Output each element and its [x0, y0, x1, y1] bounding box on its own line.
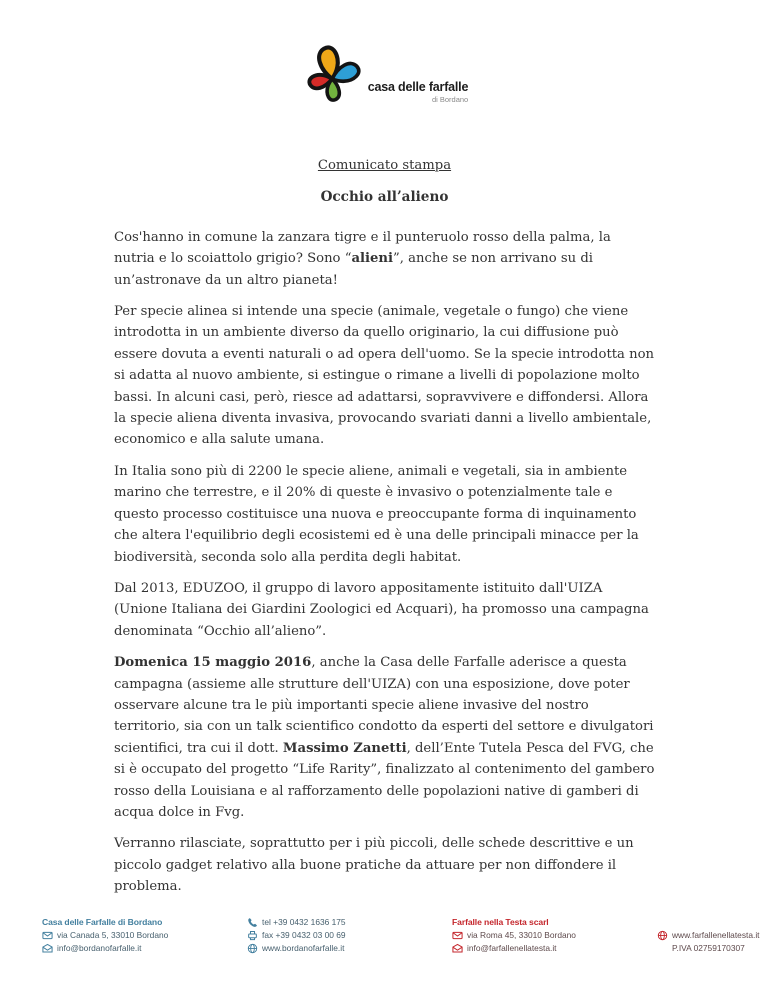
email-icon — [452, 943, 463, 954]
footer-contact-text: tel +39 0432 1636 175 — [262, 917, 346, 927]
footer-company-name: Farfalle nella Testa scarl — [452, 917, 549, 927]
footer-contact-line — [657, 929, 760, 942]
footer-contact-line — [247, 929, 452, 942]
paragraph: Domenica 15 maggio 2016, anche la Casa delle Farfalle aderisce a questa campagna (assieme alle strutture dell'UIZA) con una esposizione, dove poter osservare alcune tra le più importanti specie aliene invasive del nostro territorio, sia con un talk scientifico condotto da esperti del settore e divulgatori scientifici, tra cui il dott. Massimo Zanetti, dell’Ente Tutela Pesca del FVG, che si è occupato del progetto “Life Rarity”, finalizzato al contenimento del gambero rosso della Louisiana e al rafforzamento delle popolazioni native di gamberi di acqua dolce in Fvg. — [114, 655, 655, 820]
footer-contact-text: via Roma 45, 33010 Bordano — [467, 930, 576, 940]
envelope-icon — [42, 930, 53, 941]
document-body — [114, 155, 655, 908]
paragraph: In Italia sono più di 2200 le specie aliene, animali e vegetali, sia in ambiente marino che terrestre, e il 20% di queste è invasivo o potenzialmente tale e questo processo costituisce una nuova e preoccupante forma di inquinamento che altera l'equilibrio degli ecosistemi ed è una delle principali minacce per la biodiversità, seconda solo alla perdita degli habitat. — [114, 463, 639, 565]
footer-spacer — [657, 916, 760, 929]
footer-contact-text: via Canada 5, 33010 Bordano — [57, 930, 169, 940]
logo — [0, 40, 768, 110]
envelope-icon — [452, 930, 463, 941]
footer-column — [657, 916, 760, 955]
email-icon — [42, 943, 53, 954]
footer — [0, 916, 768, 955]
globe-icon — [657, 930, 668, 941]
footer-contact-line — [452, 929, 657, 942]
logo-name: casa delle farfalle — [367, 79, 469, 94]
footer-contact-text: fax +39 0432 03 00 69 — [262, 930, 346, 940]
footer-contact-line — [247, 942, 452, 955]
footer-column — [452, 916, 657, 955]
footer-contact-line — [42, 942, 247, 955]
footer-contact-text: P.IVA 02759170307 — [672, 943, 745, 953]
logo-text — [368, 81, 468, 110]
phone-icon — [247, 917, 258, 928]
butterfly-logo-icon — [300, 40, 362, 110]
footer-contact-text: info@farfallenellatesta.it — [467, 943, 557, 953]
footer-company-name: Casa delle Farfalle di Bordano — [42, 917, 163, 927]
paragraph: Dal 2013, EDUZOO, il gruppo di lavoro appositamente istituito dall'UIZA (Unione Italiana dei Giardini Zoologici ed Acquari), ha promosso una campagna denominata “Occhio all’alieno”. — [114, 580, 649, 639]
footer-column — [247, 916, 452, 955]
logo-subtitle: di Bordano — [431, 95, 469, 104]
footer-contact-line — [657, 942, 760, 955]
footer-contact-line — [452, 942, 657, 955]
footer-contact-text: www.farfallenellatesta.it — [672, 930, 760, 940]
footer-contact-line — [247, 916, 452, 929]
paragraph: Verranno rilasciate, soprattutto per i più piccoli, delle schede descrittive e un piccolo gadget relativo alla buone pratiche da attuare per non diffondere il problema. — [114, 836, 634, 895]
footer-contact-text: www.bordanofarfalle.it — [262, 943, 345, 953]
footer-contact-text: info@bordanofarfalle.it — [57, 943, 142, 953]
paragraph: Per specie alinea si intende una specie (animale, vegetale o fungo) che viene introdotta in un ambiente diverso da quello originario, la cui diffusione può essere dovuta a eventi naturali o ad opera dell'uomo. Se la specie introdotta non si adatta al nuovo ambiente, si estingue o rimane a livelli di popolazione molto bassi. In alcuni casi, però, riesce ad adattarsi, sopravvivere e diffondersi. Allora la specie aliena diventa invasiva, provocando svariati danni a livello ambientale, economico e alla salute umana. — [114, 304, 655, 448]
document-paragraphs — [114, 227, 655, 898]
paragraph: Cos'hanno in comune la zanzara tigre e il punteruolo rosso della palma, la nutria e lo scoiattolo grigio? Sono “alieni”, anche se non arrivano su di un’astronave da un altro pianeta! — [114, 229, 611, 288]
document-title: Occhio all’alieno — [320, 189, 449, 206]
document-kicker: Comunicato stampa — [317, 158, 452, 173]
footer-column — [42, 916, 247, 955]
footer-contact-line — [42, 929, 247, 942]
globe-icon — [247, 943, 258, 954]
fax-icon — [247, 930, 258, 941]
